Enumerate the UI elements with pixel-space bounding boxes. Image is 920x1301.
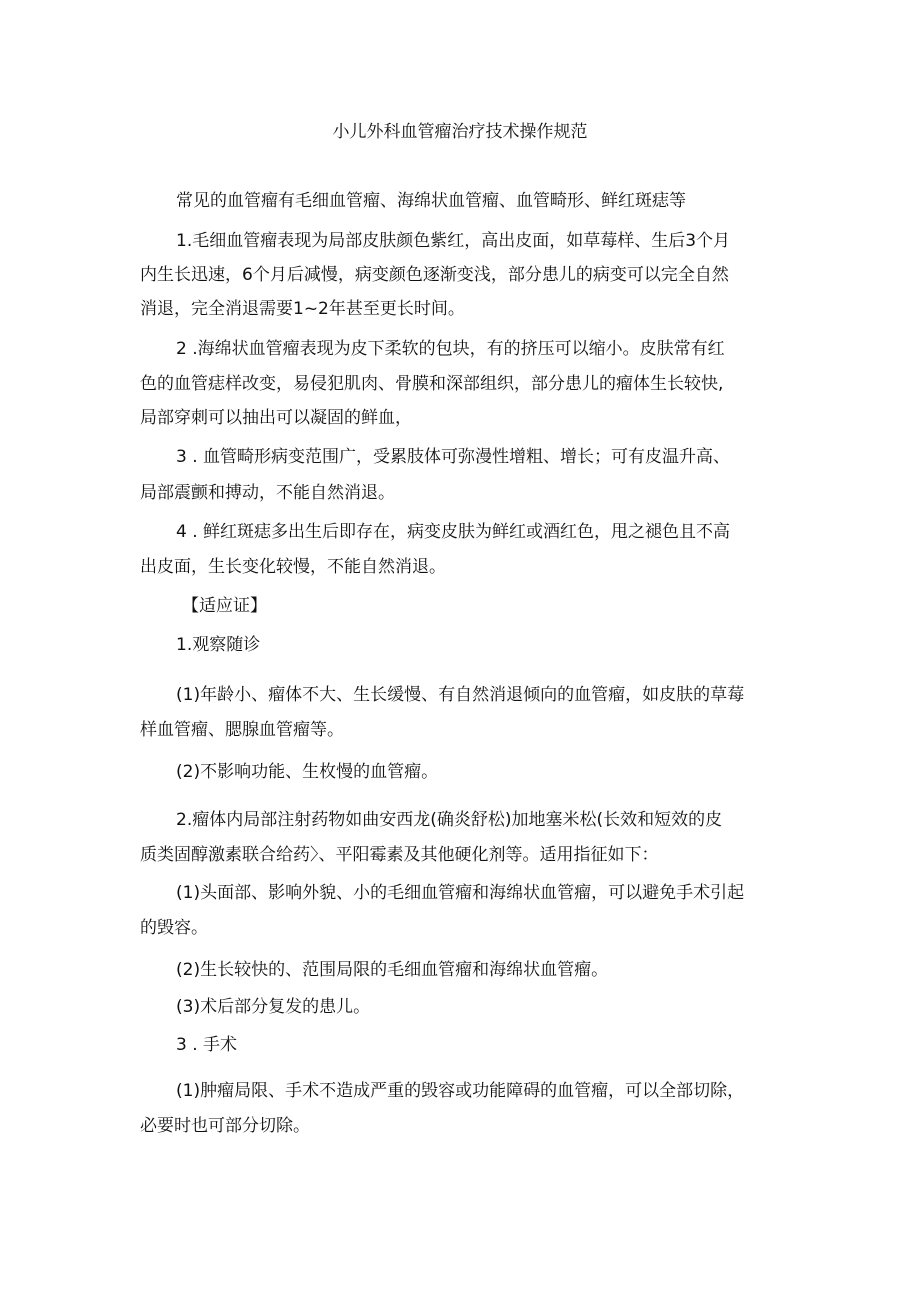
p2-line-1: 2 .海绵状血管瘤表现为皮下柔软的包块，有的挤压可以缩小。皮肤常有红 bbox=[176, 339, 725, 359]
p2-line-3: 局部穿刺可以抽出可以凝固的鲜血， bbox=[140, 408, 412, 428]
indication-2-line-1: 2.瘤体内局部注射药物如曲安西龙(确炎舒松)加地塞米松(长效和短效的皮 bbox=[176, 810, 723, 830]
document-title: 小儿外科血管瘤治疗技术操作规范 bbox=[332, 122, 588, 142]
p1-line-1: 1.毛细血管瘤表现为局部皮肤颜色紫红，高出皮面，如草莓样、生后3个月 bbox=[176, 231, 731, 251]
p1-line-3: 消退，完全消退需要1~2年甚至更长时间。 bbox=[140, 299, 465, 319]
indication-3-1-line-2: 必要时也可部分切除。 bbox=[140, 1116, 310, 1136]
indication-2-1-line-1: (1)头面部、影响外貌、小的毛细血管瘤和海绵状血管瘤，可以避免手术引起 bbox=[176, 883, 745, 903]
indication-1: 1.观察随诊 bbox=[176, 635, 261, 655]
indication-2-1-line-2: 的毁容。 bbox=[140, 918, 208, 938]
indication-3-1-line-1: (1)肿瘤局限、手术不造成严重的毁容或功能障碍的血管瘤，可以全部切除， bbox=[176, 1081, 745, 1101]
indication-1-1-line-1: (1)年龄小、瘤体不大、生长缓慢、有自然消退倾向的血管瘤，如皮肤的草莓 bbox=[176, 685, 745, 705]
p2-line-2: 色的血管痣样改变，易侵犯肌肉、骨膜和深部组织，部分患儿的瘤体生长较快, bbox=[140, 374, 724, 394]
p3-line-2: 局部震颤和搏动，不能自然消退。 bbox=[140, 483, 395, 503]
intro-line: 常见的血管瘤有毛细血管瘤、海绵状血管瘤、血管畸形、鲜红斑痣等 bbox=[176, 191, 686, 211]
p4-line-1: 4 . 鲜红斑痣多出生后即存在，病变皮肤为鲜红或酒红色，甩之褪色且不高 bbox=[176, 522, 731, 542]
indication-3: 3 . 手术 bbox=[176, 1035, 238, 1055]
indication-2-2: (2)生长较快的、范围局限的毛细血管瘤和海绵状血管瘤。 bbox=[176, 960, 609, 980]
indication-1-1-line-2: 样血管瘤、腮腺血管瘤等。 bbox=[140, 720, 344, 740]
p3-line-1: 3 . 血管畸形病变范围广，受累肢体可弥漫性增粗、增长；可有皮温升高、 bbox=[176, 447, 731, 467]
indication-1-2: (2)不影响功能、生枚慢的血管瘤。 bbox=[176, 762, 439, 782]
p1-line-2: 内生长迅速，6个月后减慢，病变颜色逐渐变浅，部分患儿的病变可以完全自然 bbox=[140, 265, 729, 285]
indication-2-3: (3)术后部分复发的患儿。 bbox=[176, 997, 371, 1017]
indications-heading: 【适应证】 bbox=[182, 596, 267, 616]
indication-2-line-2: 质类固醇激素联合给药〉、平阳霉素及其他硬化剂等。适用指征如下： bbox=[140, 845, 659, 865]
p4-line-2: 出皮面，生长变化较慢，不能自然消退。 bbox=[140, 557, 446, 577]
